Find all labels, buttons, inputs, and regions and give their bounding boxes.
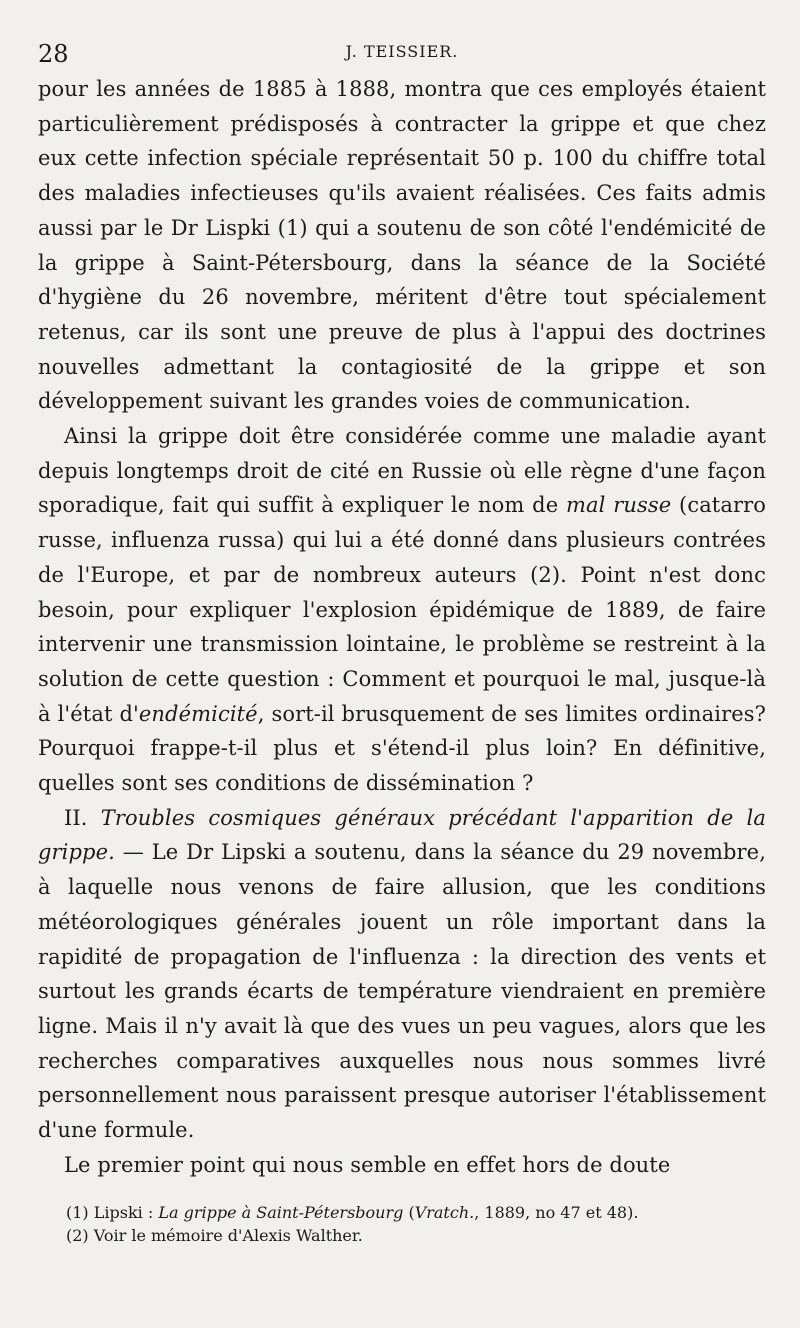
running-title: J. TEISSIER. (345, 42, 459, 61)
footnote-2: (2) Voir le mémoire d'Alexis Walther. (66, 1225, 363, 1245)
paragraph-2 (38, 419, 766, 801)
footnote-1-journal: Vratch. (414, 1202, 475, 1222)
running-head (38, 32, 766, 72)
footnote-1-title: La grippe à Saint-Pétersbourg (158, 1202, 404, 1222)
paragraph-3 (38, 801, 766, 1148)
paragraph-1: pour les années de 1885 à 1888, montra que ces employés étaient particulièrement prédisposés à contracter la grippe et que chez eux cette infection spéciale représentait 50 p. 100 du chiffre total des maladies infectieuses qu'ils avaient réalisées. Ces faits admis aussi par le Dr Lispki (1) qui a soutenu de son côté l'endémicité de la grippe à Saint-Pétersbourg, dans la séance de la Société d'hygiène du 26 novembre, méritent d'être tout spécialement retenus, car ils sont une preuve de plus à l'appui des doctrines nouvelles admettant la contagiosité de la grippe et son développement suivant les grandes voies de communication. (38, 77, 766, 414)
paragraph-2-part-1: Ainsi la grippe doit être considérée comme une maladie ayant depuis longtemps droit de cité en Russie où elle règne d'une façon sporadique, fait qui suffit à expliquer le nom de (38, 424, 766, 518)
paragraph-2-part-3: , sort-il brusquement de ses limites ordinaires? Pourquoi frappe-t-il plus et s'étend-il plus loin? En définitive, quelles sont ses conditions de dissémination ? (38, 701, 766, 796)
section-heading: Troubles cosmiques généraux précédant l'apparition de la grippe. (38, 805, 766, 865)
footnote-1 (66, 1201, 766, 1224)
section-number: II. (64, 805, 101, 830)
paragraph-2-italic-1: mal russe (566, 493, 672, 518)
paragraph-4: Le premier point qui nous semble en effet hors de doute (64, 1152, 671, 1177)
footnotes (38, 1201, 766, 1247)
body-text (38, 72, 766, 1183)
paragraph-2-italic-2: endémicité (138, 701, 258, 726)
page-number: 28 (38, 40, 69, 68)
paragraph-2-part-2: (catarro russe, influenza russa) qui lui a été donné dans plusieurs contrées de l'Europe, et par de nombreux auteurs (2). Point n'est donc besoin, pour expliquer l'explosion épidémique de 1889, de faire intervenir une transmission lointaine, le problème se restreint à la solution de cette question : Comment et pourquoi le mal, jusque-là à l'état d' (38, 493, 766, 726)
footnote-1-middle: ( (403, 1202, 415, 1222)
footnote-1-suffix: , 1889, no 47 et 48). (474, 1202, 639, 1222)
footnote-1-prefix: (1) Lipski : (66, 1202, 159, 1222)
paragraph-3-text: — Le Dr Lipski a soutenu, dans la séance du 29 novembre, à laquelle nous venons de faire allusion, que les conditions météorologiques générales jouent un rôle important dans la rapidité de propagation de l'influenza : la direction des vents et surtout les grands écarts de température viendraient en première ligne. Mais il n'y avait là que des vues un peu vagues, alors que les recherches comparatives auxquelles nous nous sommes livré personnellement nous paraissent presque autoriser l'établissement d'une formule. (38, 840, 766, 1143)
